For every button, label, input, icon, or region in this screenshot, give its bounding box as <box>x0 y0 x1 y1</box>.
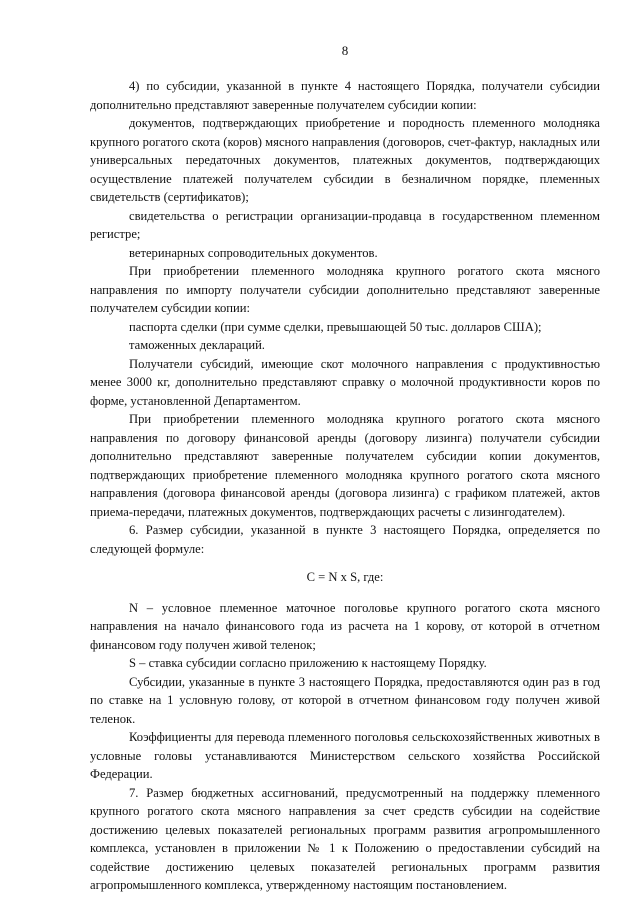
paragraph-dairy-productivity: Получатели субсидий, имеющие скот молочного направления с продуктивностью менее 3000 кг, дополнительно представляют справку о молочной продуктивности коров по форме, установленной Департаментом. <box>90 356 600 408</box>
paragraph-subsidy-frequency: Субсидии, указанные в пункте 3 настоящего Порядка, предоставляются один раз в год по ставке на 1 условную голову, от которой в отчетном финансовом году получен живой теленок. <box>90 674 600 726</box>
subsidy-formula: C = N x S, где: <box>306 570 384 584</box>
paragraph-leasing-purchase: При приобретении племенного молодняка крупного рогатого скота мясного направления по договору финансовой аренды (договору лизинга) получатели субсидии дополнительно представляют заверенные получателем субсидии копии документов, подтверждающих приобретение племенного молодняка крупного рогатого скота мясного направления (договора финансовой аренды (договора лизинга) с графиком платежей, актов приема-передачи, платежных документов, подтверждающих расчеты с лизингодателем). <box>90 412 600 519</box>
paragraph-registry-certificate: свидетельства о регистрации организации-продавца в государственном племенном регистре; <box>90 208 600 241</box>
paragraph-item-6-formula-intro: 6. Размер субсидии, указанной в пункте 3 настоящего Порядка, определяется по следующей формуле: <box>90 523 600 556</box>
page-number: 8 <box>341 43 349 58</box>
paragraph-item-4-copies: 4) по субсидии, указанной в пункте 4 настоящего Порядка, получатели субсидии дополнительно представляют заверенные получателем субсидии копии: <box>90 79 600 112</box>
paragraph-s-definition: S – ставка субсидии согласно приложению к настоящему Порядку. <box>129 656 487 670</box>
paragraph-n-definition: N – условное племенное маточное поголовье крупного рогатого скота мясного направления на начало финансового года из расчета на 1 корову, от которой в отчетном финансовом году получен живой теленок; <box>90 600 600 652</box>
paragraph-purchase-documents: документов, подтверждающих приобретение и породность племенного молодняка крупного рогатого скота (коров) мясного направления (договоров, счет-фактур, накладных или универсальных передаточных документов, платежных документов, подтверждающих осуществление платежей получателем субсидии в безналичном порядке, племенных свидетельств (сертификатов); <box>90 116 600 204</box>
paragraph-item-7-budget: 7. Размер бюджетных ассигнований, предусмотренный на поддержку племенного крупного рогатого скота мясного направления за счет средств субсидии на содействие достижению целевых показателей региональных программ развития агропромышленного комплекса, установлен в приложении № 1 к Положению о предоставлении субсидий на содействие достижению целевых показателей региональных программ развития агропромышленного комплекса, утвержденному настоящим постановлением. <box>90 785 600 892</box>
paragraph-import-purchase: При приобретении племенного молодняка крупного рогатого скота мясного направления по импорту получатели субсидии дополнительно представляют заверенные получателем субсидии копии: <box>90 264 600 315</box>
paragraph-conversion-coefficients: Коэффициенты для перевода племенного поголовья сельскохозяйственных животных в условные головы устанавливаются Министерством сельского хозяйства Российской Федерации. <box>90 730 600 781</box>
paragraph-customs-declarations: таможенных деклараций. <box>129 338 265 352</box>
paragraph-deal-passport: паспорта сделки (при сумме сделки, превышающей 50 тыс. долларов США); <box>129 319 542 334</box>
paragraph-veterinary-documents: ветеринарных сопроводительных документов. <box>129 245 378 260</box>
